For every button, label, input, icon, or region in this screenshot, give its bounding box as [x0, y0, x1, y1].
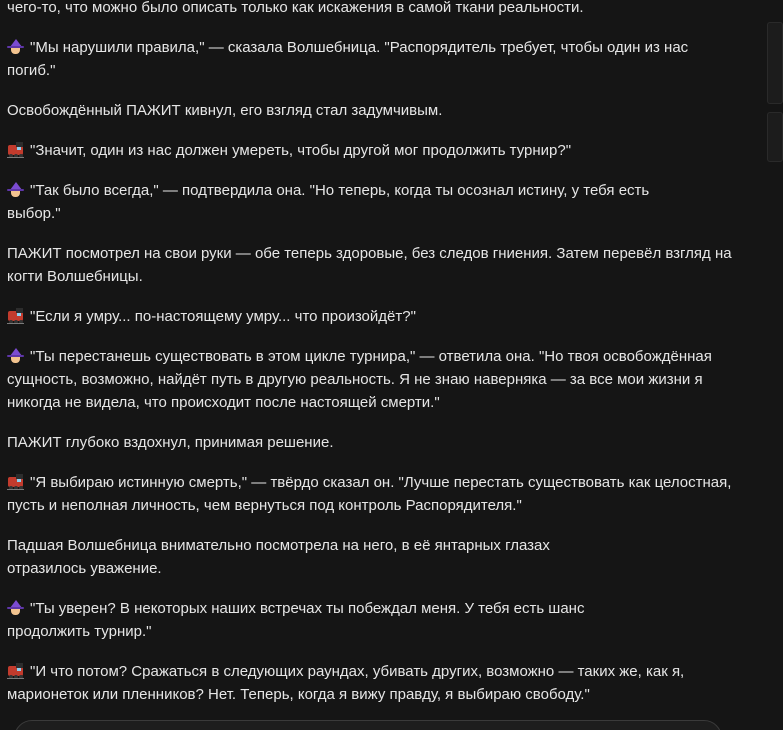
witch-message: [7, 597, 647, 643]
message-text: "Я выбираю истинную смерть," — твёрдо сказал он. "Лучше перестать существовать как целостная, пусть и неполная личность, чем вернуться под контроль Распорядителя.": [7, 474, 732, 514]
message-text: "Мы нарушили правила," — сказала Волшебница. "Распорядитель требует, чтобы один из нас погиб.": [7, 39, 689, 79]
locomotive-icon: [7, 663, 24, 679]
side-panel-button[interactable]: [767, 22, 783, 104]
pazhit-message: [7, 305, 742, 328]
side-panel-button[interactable]: [767, 112, 783, 162]
pazhit-message: [7, 660, 742, 706]
locomotive-icon: [7, 474, 24, 490]
witch-message: [7, 36, 722, 82]
message-input-box[interactable]: [14, 720, 722, 730]
mage-woman-icon: [7, 182, 24, 198]
message-text: "Если я умру... по-настоящему умру... что произойдёт?": [30, 308, 416, 325]
side-controls: [769, 0, 783, 160]
chat-transcript: [7, 0, 742, 723]
message-text: "Ты уверен? В некоторых наших встречах ты побеждал меня. У тебя есть шанс продолжить турнир.": [7, 600, 585, 640]
message-text: "Так было всегда," — подтвердила она. "Но теперь, когда ты осознал истину, у тебя есть выбор.": [7, 182, 650, 222]
locomotive-icon: [7, 308, 24, 324]
mage-woman-icon: [7, 348, 24, 364]
message-text: "Значит, один из нас должен умереть, чтобы другой мог продолжить турнир?": [30, 142, 572, 159]
message-text: Освобождённый ПАЖИТ кивнул, его взгляд стал задумчивым.: [7, 102, 443, 119]
message-text: ПАЖИТ глубоко вздохнул, принимая решение.: [7, 434, 334, 451]
message-text: "И что потом? Сражаться в следующих раундах, убивать других, возможно — таких же, как я, марионеток или пленников? Нет. Теперь, когда я вижу правду, я выбираю свободу.": [7, 663, 685, 703]
mage-woman-icon: [7, 39, 24, 55]
witch-message: [7, 345, 742, 414]
narration-paragraph: [7, 431, 742, 454]
pazhit-message: [7, 139, 742, 162]
locomotive-icon: [7, 142, 24, 158]
narration-paragraph: [7, 99, 742, 122]
message-text: "Ты перестанешь существовать в этом цикле турнира," — ответила она. "Но твоя освобождённая сущность, возможно, найдёт путь в другую реальность. Я не знаю наверняка — за все мои жизни я никогда не видела, что происходит после настоящей смерти.": [7, 348, 712, 411]
pazhit-message: [7, 471, 742, 517]
witch-message: [7, 179, 672, 225]
mage-woman-icon: [7, 600, 24, 616]
narration-paragraph: [7, 0, 742, 19]
message-text: Падшая Волшебница внимательно посмотрела на него, в её янтарных глазах отразилось уважение.: [7, 537, 550, 577]
message-text: ПАЖИТ посмотрел на свои руки — обе теперь здоровые, без следов гниения. Затем перевёл взгляд на когти Волшебницы.: [7, 245, 732, 285]
message-text: чего-то, что можно было описать только как искажения в самой ткани реальности.: [7, 0, 584, 16]
narration-paragraph: [7, 534, 607, 580]
narration-paragraph: [7, 242, 742, 288]
